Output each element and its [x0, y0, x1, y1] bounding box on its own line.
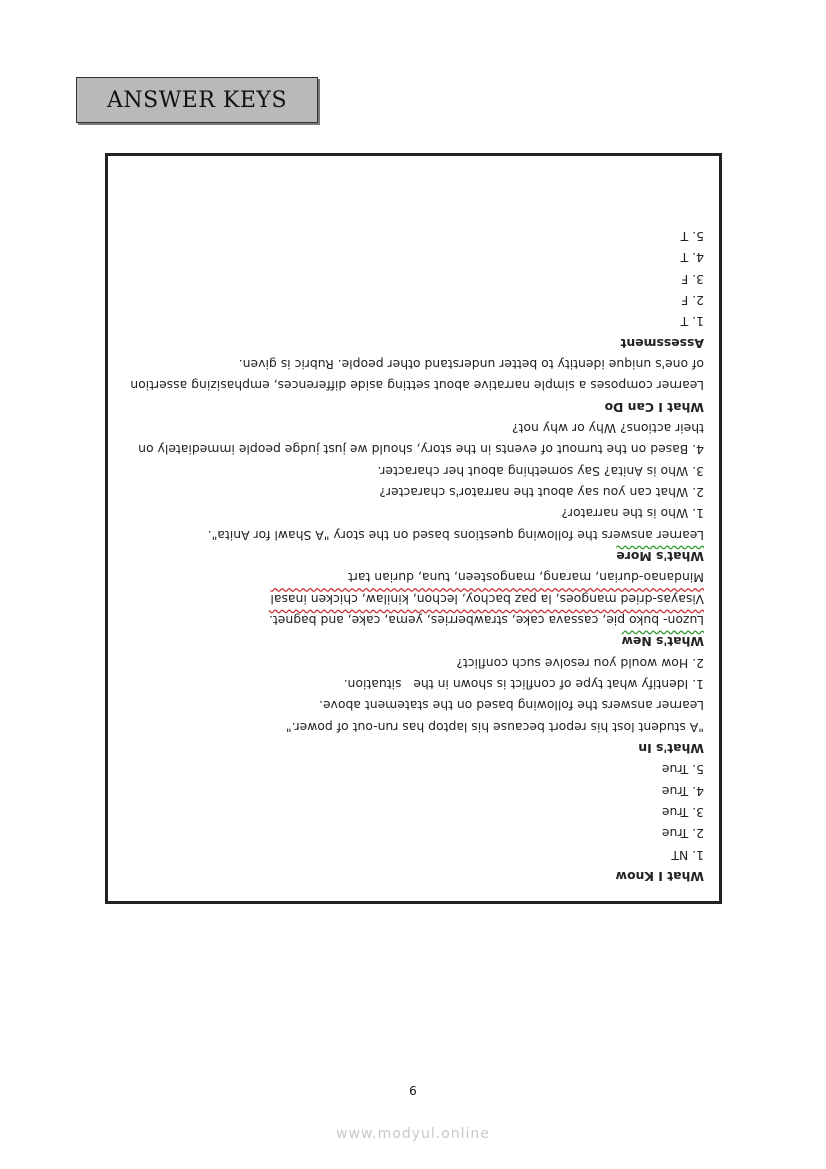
section-title: What I Can Do: [604, 399, 704, 415]
section-whats-in: [124, 652, 704, 759]
section-title: Assessment: [620, 335, 704, 351]
narrative-description: Learner composes a simple narrative about setting aside differences, emphasizing assertion of one's unique identity to better understand other people. Rubric is given.: [130, 357, 704, 394]
answer-item: 4. Based on the turnout of events in the story, should we just judge people immediately on their actions? Why or why not?: [138, 421, 704, 458]
upside-down-answer-content: [124, 170, 704, 887]
answer-item: 1. Identify what type of conflict is shown in the situation.: [343, 677, 704, 693]
answer-item: 1. Who is the narrator?: [561, 506, 704, 522]
section-title: What's In: [638, 741, 704, 757]
answer-keys-header: [76, 77, 318, 123]
answer-item: Mindanao-durian, marang, mangosteen, tuna, durian tart: [347, 570, 704, 586]
section-whats-new: [124, 567, 704, 652]
answer-item: Luzon- buko pie, cassava cake, strawberries, yema, cake, and bagnet.: [268, 613, 704, 629]
situation-statement: "A student lost his report because his laptop has run-out of power.": [285, 719, 704, 735]
answer-item: 4. T: [680, 250, 704, 266]
answer-item: Visayas-dried mangoes, la paz bachoy, lechon, kinilaw, chicken inasal: [270, 591, 704, 607]
section-title: What's More: [616, 549, 704, 565]
answer-item: 2. What can you say about the narrator's character?: [379, 485, 704, 501]
answer-item: 2. How would you resolve such conflict?: [456, 655, 704, 671]
section-title: What I Know: [615, 869, 704, 884]
section-title: What's New: [621, 634, 704, 650]
answer-keys-title: ANSWER KEYS: [106, 87, 288, 113]
watermark-text: www.modyul.online: [336, 1126, 490, 1142]
instruction-text: Learner answers the following based on the statement above.: [319, 698, 704, 714]
answer-item: 3. Who is Anita? Say something about her character.: [377, 463, 704, 479]
answer-item: 3. F: [681, 271, 704, 287]
section-what-i-can-do: [124, 354, 704, 418]
answer-key-box: [105, 153, 722, 904]
answer-item: 2. F: [681, 293, 704, 309]
answer-item: 5. T: [680, 229, 704, 245]
section-whats-more: [124, 418, 704, 567]
page-number: 6: [409, 1084, 417, 1098]
answer-item: 3. True: [661, 805, 704, 821]
section-what-i-know: [124, 759, 704, 887]
answer-item: 5. True: [661, 762, 704, 778]
instruction-text: Learner answers the following questions based on the story "A Shawl for Anita".: [207, 527, 704, 543]
answer-item: 1. NT: [671, 847, 704, 863]
answer-item: 2. True: [661, 826, 704, 842]
answer-item: 1. T: [680, 314, 704, 330]
section-assessment: [124, 226, 704, 354]
answer-item: 4. True: [661, 783, 704, 799]
